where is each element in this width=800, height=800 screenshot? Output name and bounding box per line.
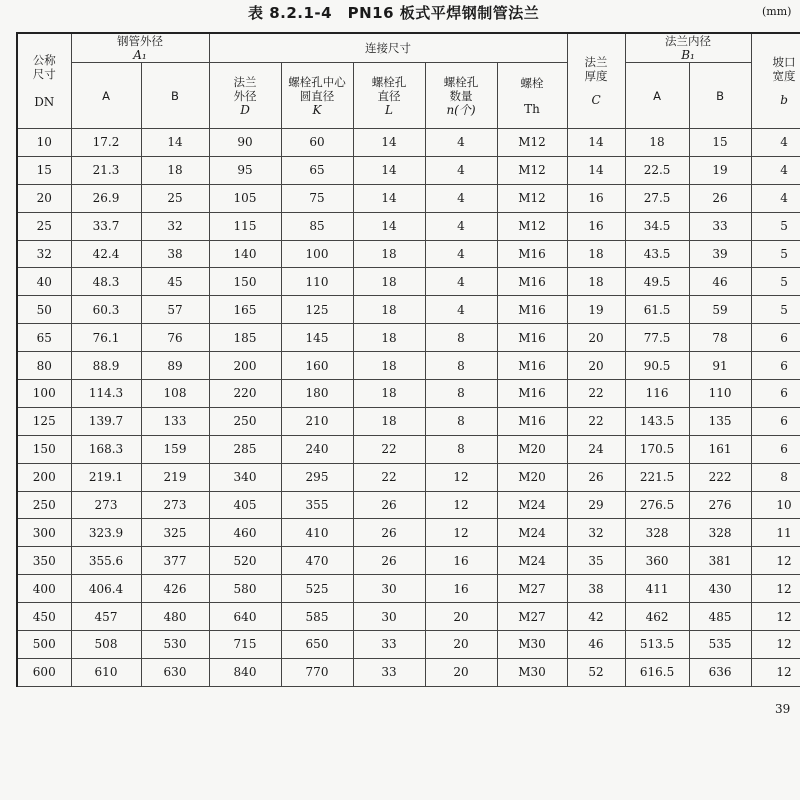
cell-flange-id-a: 411	[625, 575, 689, 603]
cell-bevel-width: 4	[751, 156, 800, 184]
cell-bolt-size: M16	[497, 296, 567, 324]
cell-pipe-od-a: 76.1	[71, 324, 141, 352]
cell-bolt-count: 8	[425, 407, 497, 435]
cell-pipe-od-a: 273	[71, 491, 141, 519]
cell-bolt-count: 20	[425, 603, 497, 631]
cell-flange-od: 340	[209, 463, 281, 491]
cell-bolt-circle: 240	[281, 435, 353, 463]
cell-bolt-count: 4	[425, 296, 497, 324]
cell-bolt-hole: 26	[353, 491, 425, 519]
cell-pipe-od-b: 38	[141, 240, 209, 268]
cell-dn: 350	[17, 547, 71, 575]
cell-dn: 200	[17, 463, 71, 491]
cell-dn: 10	[17, 129, 71, 157]
cell-bolt-count: 8	[425, 380, 497, 408]
cell-pipe-od-b: 57	[141, 296, 209, 324]
cell-bevel-width: 12	[751, 547, 800, 575]
header-flange-b: B	[689, 63, 751, 129]
cell-thickness: 18	[567, 240, 625, 268]
cell-thickness: 19	[567, 296, 625, 324]
cell-dn: 125	[17, 407, 71, 435]
cell-bevel-width: 5	[751, 240, 800, 268]
cell-pipe-od-b: 219	[141, 463, 209, 491]
table-header	[17, 33, 800, 129]
cell-bolt-count: 8	[425, 352, 497, 380]
cell-bolt-hole: 14	[353, 212, 425, 240]
cell-dn: 32	[17, 240, 71, 268]
cell-pipe-od-a: 114.3	[71, 380, 141, 408]
cell-pipe-od-b: 76	[141, 324, 209, 352]
cell-pipe-od-a: 219.1	[71, 463, 141, 491]
cell-flange-id-b: 33	[689, 212, 751, 240]
cell-bolt-count: 4	[425, 129, 497, 157]
cell-flange-id-b: 39	[689, 240, 751, 268]
cell-dn: 100	[17, 380, 71, 408]
header-pipe-a: A	[71, 63, 141, 129]
table-row	[17, 324, 800, 352]
cell-flange-id-b: 110	[689, 380, 751, 408]
cell-bolt-circle: 410	[281, 519, 353, 547]
cell-flange-id-a: 328	[625, 519, 689, 547]
cell-pipe-od-a: 48.3	[71, 268, 141, 296]
cell-bolt-size: M16	[497, 407, 567, 435]
cell-dn: 65	[17, 324, 71, 352]
cell-bevel-width: 12	[751, 631, 800, 659]
cell-bolt-hole: 22	[353, 463, 425, 491]
cell-flange-id-b: 636	[689, 658, 751, 686]
cell-flange-id-a: 170.5	[625, 435, 689, 463]
table-row	[17, 407, 800, 435]
cell-bevel-width: 12	[751, 658, 800, 686]
cell-dn: 400	[17, 575, 71, 603]
cell-bolt-hole: 33	[353, 631, 425, 659]
cell-dn: 600	[17, 658, 71, 686]
cell-flange-id-a: 77.5	[625, 324, 689, 352]
cell-flange-id-a: 49.5	[625, 268, 689, 296]
cell-bolt-count: 4	[425, 156, 497, 184]
cell-bolt-circle: 180	[281, 380, 353, 408]
cell-pipe-od-a: 26.9	[71, 184, 141, 212]
cell-dn: 20	[17, 184, 71, 212]
cell-bolt-circle: 470	[281, 547, 353, 575]
table-row	[17, 631, 800, 659]
header-flange-a: A	[625, 63, 689, 129]
cell-pipe-od-a: 610	[71, 658, 141, 686]
cell-bolt-size: M12	[497, 184, 567, 212]
cell-flange-id-b: 381	[689, 547, 751, 575]
cell-bolt-size: M30	[497, 631, 567, 659]
cell-pipe-od-b: 18	[141, 156, 209, 184]
table-row	[17, 658, 800, 686]
cell-thickness: 32	[567, 519, 625, 547]
cell-bolt-circle: 770	[281, 658, 353, 686]
cell-bolt-hole: 30	[353, 603, 425, 631]
cell-pipe-od-a: 21.3	[71, 156, 141, 184]
cell-pipe-od-b: 25	[141, 184, 209, 212]
cell-bevel-width: 12	[751, 603, 800, 631]
cell-bevel-width: 6	[751, 324, 800, 352]
cell-flange-od: 285	[209, 435, 281, 463]
cell-bolt-hole: 18	[353, 352, 425, 380]
cell-flange-id-b: 161	[689, 435, 751, 463]
cell-bolt-count: 8	[425, 324, 497, 352]
cell-flange-id-a: 61.5	[625, 296, 689, 324]
cell-bolt-circle: 60	[281, 129, 353, 157]
header-pipe-b: B	[141, 63, 209, 129]
cell-bolt-circle: 295	[281, 463, 353, 491]
cell-bevel-width: 6	[751, 380, 800, 408]
cell-pipe-od-a: 60.3	[71, 296, 141, 324]
cell-pipe-od-a: 33.7	[71, 212, 141, 240]
cell-thickness: 26	[567, 463, 625, 491]
table-row	[17, 463, 800, 491]
cell-bolt-count: 4	[425, 268, 497, 296]
cell-bolt-circle: 585	[281, 603, 353, 631]
cell-thickness: 18	[567, 268, 625, 296]
cell-thickness: 16	[567, 184, 625, 212]
cell-flange-id-b: 276	[689, 491, 751, 519]
cell-flange-id-b: 535	[689, 631, 751, 659]
cell-flange-od: 640	[209, 603, 281, 631]
cell-bolt-hole: 26	[353, 547, 425, 575]
cell-bolt-size: M27	[497, 603, 567, 631]
cell-dn: 80	[17, 352, 71, 380]
cell-thickness: 22	[567, 380, 625, 408]
cell-flange-od: 520	[209, 547, 281, 575]
table-row	[17, 603, 800, 631]
cell-flange-od: 115	[209, 212, 281, 240]
cell-pipe-od-a: 88.9	[71, 352, 141, 380]
cell-bolt-size: M12	[497, 129, 567, 157]
cell-flange-od: 140	[209, 240, 281, 268]
cell-flange-id-a: 22.5	[625, 156, 689, 184]
flange-table	[16, 32, 800, 687]
cell-bolt-size: M12	[497, 212, 567, 240]
cell-dn: 300	[17, 519, 71, 547]
table-row	[17, 491, 800, 519]
cell-bolt-hole: 18	[353, 268, 425, 296]
cell-pipe-od-a: 139.7	[71, 407, 141, 435]
cell-bevel-width: 8	[751, 463, 800, 491]
cell-pipe-od-b: 32	[141, 212, 209, 240]
cell-bolt-hole: 14	[353, 184, 425, 212]
cell-pipe-od-a: 508	[71, 631, 141, 659]
cell-flange-id-b: 59	[689, 296, 751, 324]
cell-bolt-circle: 75	[281, 184, 353, 212]
cell-bolt-size: M20	[497, 435, 567, 463]
header-pipe-od: 钢管外径 A₁	[71, 33, 209, 63]
cell-bolt-count: 16	[425, 575, 497, 603]
cell-pipe-od-b: 480	[141, 603, 209, 631]
cell-bolt-count: 12	[425, 463, 497, 491]
cell-flange-od: 220	[209, 380, 281, 408]
cell-flange-id-a: 360	[625, 547, 689, 575]
cell-bolt-circle: 355	[281, 491, 353, 519]
cell-flange-id-a: 616.5	[625, 658, 689, 686]
cell-thickness: 29	[567, 491, 625, 519]
cell-bolt-hole: 14	[353, 156, 425, 184]
cell-flange-od: 150	[209, 268, 281, 296]
cell-bolt-count: 12	[425, 519, 497, 547]
cell-pipe-od-a: 42.4	[71, 240, 141, 268]
cell-bolt-size: M16	[497, 268, 567, 296]
cell-flange-id-b: 26	[689, 184, 751, 212]
cell-flange-id-a: 462	[625, 603, 689, 631]
cell-flange-id-a: 276.5	[625, 491, 689, 519]
cell-pipe-od-b: 89	[141, 352, 209, 380]
cell-flange-id-b: 91	[689, 352, 751, 380]
table-row	[17, 156, 800, 184]
cell-flange-id-b: 328	[689, 519, 751, 547]
cell-pipe-od-a: 406.4	[71, 575, 141, 603]
cell-flange-id-b: 15	[689, 129, 751, 157]
table-row	[17, 184, 800, 212]
cell-thickness: 35	[567, 547, 625, 575]
cell-bolt-size: M24	[497, 491, 567, 519]
cell-bolt-hole: 18	[353, 407, 425, 435]
cell-bolt-circle: 110	[281, 268, 353, 296]
cell-bolt-count: 4	[425, 240, 497, 268]
cell-bolt-hole: 26	[353, 519, 425, 547]
cell-pipe-od-a: 457	[71, 603, 141, 631]
cell-flange-od: 165	[209, 296, 281, 324]
cell-thickness: 14	[567, 129, 625, 157]
cell-bolt-count: 20	[425, 658, 497, 686]
cell-pipe-od-b: 14	[141, 129, 209, 157]
header-connection: 连接尺寸	[209, 33, 567, 63]
cell-flange-od: 840	[209, 658, 281, 686]
cell-flange-od: 200	[209, 352, 281, 380]
cell-flange-id-b: 19	[689, 156, 751, 184]
header-bevel: 坡口宽度 b	[751, 33, 800, 129]
cell-pipe-od-b: 325	[141, 519, 209, 547]
cell-flange-id-a: 18	[625, 129, 689, 157]
cell-thickness: 16	[567, 212, 625, 240]
cell-bolt-hole: 22	[353, 435, 425, 463]
cell-flange-od: 250	[209, 407, 281, 435]
cell-pipe-od-b: 426	[141, 575, 209, 603]
cell-bolt-hole: 18	[353, 380, 425, 408]
cell-thickness: 24	[567, 435, 625, 463]
cell-bevel-width: 4	[751, 184, 800, 212]
table-row	[17, 129, 800, 157]
cell-pipe-od-b: 630	[141, 658, 209, 686]
cell-flange-id-b: 78	[689, 324, 751, 352]
cell-dn: 150	[17, 435, 71, 463]
cell-thickness: 22	[567, 407, 625, 435]
cell-thickness: 20	[567, 352, 625, 380]
cell-pipe-od-b: 45	[141, 268, 209, 296]
cell-flange-id-a: 43.5	[625, 240, 689, 268]
cell-bolt-count: 8	[425, 435, 497, 463]
cell-bolt-circle: 145	[281, 324, 353, 352]
cell-bevel-width: 4	[751, 129, 800, 157]
header-bolt-count: 螺栓孔数量 n(个)	[425, 63, 497, 129]
cell-bolt-count: 4	[425, 184, 497, 212]
cell-bolt-hole: 33	[353, 658, 425, 686]
cell-bevel-width: 6	[751, 435, 800, 463]
cell-flange-id-a: 116	[625, 380, 689, 408]
cell-bolt-count: 4	[425, 212, 497, 240]
unit-label: (mm)	[762, 5, 792, 18]
cell-dn: 50	[17, 296, 71, 324]
cell-dn: 500	[17, 631, 71, 659]
cell-bolt-circle: 85	[281, 212, 353, 240]
header-bolt: 螺栓 Th	[497, 63, 567, 129]
table-row	[17, 352, 800, 380]
header-bolt-circle: 螺栓孔中心圆直径 K	[281, 63, 353, 129]
cell-bolt-size: M30	[497, 658, 567, 686]
header-nominal-size: 公称尺寸 DN	[17, 33, 71, 129]
cell-flange-od: 460	[209, 519, 281, 547]
table-body	[17, 129, 800, 687]
table-row	[17, 435, 800, 463]
cell-flange-od: 580	[209, 575, 281, 603]
cell-bolt-circle: 125	[281, 296, 353, 324]
header-thickness: 法兰厚度 C	[567, 33, 625, 129]
cell-bevel-width: 5	[751, 296, 800, 324]
cell-bolt-size: M16	[497, 352, 567, 380]
cell-flange-id-b: 46	[689, 268, 751, 296]
cell-bolt-size: M16	[497, 240, 567, 268]
header-flange-id: 法兰内径 B₁	[625, 33, 751, 63]
table-row	[17, 380, 800, 408]
table-row	[17, 212, 800, 240]
cell-bevel-width: 12	[751, 575, 800, 603]
table-row	[17, 519, 800, 547]
cell-thickness: 38	[567, 575, 625, 603]
cell-dn: 15	[17, 156, 71, 184]
header-flange-od: 法兰外径 D	[209, 63, 281, 129]
cell-bolt-size: M20	[497, 463, 567, 491]
cell-flange-id-b: 135	[689, 407, 751, 435]
cell-bolt-hole: 14	[353, 129, 425, 157]
cell-flange-od: 185	[209, 324, 281, 352]
cell-dn: 450	[17, 603, 71, 631]
cell-pipe-od-a: 355.6	[71, 547, 141, 575]
cell-bevel-width: 5	[751, 212, 800, 240]
table-row	[17, 296, 800, 324]
cell-pipe-od-a: 168.3	[71, 435, 141, 463]
cell-thickness: 20	[567, 324, 625, 352]
cell-flange-od: 90	[209, 129, 281, 157]
cell-flange-id-a: 513.5	[625, 631, 689, 659]
cell-dn: 250	[17, 491, 71, 519]
cell-bolt-size: M24	[497, 547, 567, 575]
cell-bevel-width: 10	[751, 491, 800, 519]
cell-bolt-circle: 65	[281, 156, 353, 184]
table-row	[17, 575, 800, 603]
cell-flange-id-a: 90.5	[625, 352, 689, 380]
cell-bolt-hole: 30	[353, 575, 425, 603]
cell-thickness: 42	[567, 603, 625, 631]
cell-flange-id-b: 222	[689, 463, 751, 491]
cell-pipe-od-a: 323.9	[71, 519, 141, 547]
table-row	[17, 547, 800, 575]
cell-flange-od: 95	[209, 156, 281, 184]
table-row	[17, 268, 800, 296]
cell-flange-od: 105	[209, 184, 281, 212]
cell-bolt-circle: 160	[281, 352, 353, 380]
cell-flange-od: 405	[209, 491, 281, 519]
cell-thickness: 52	[567, 658, 625, 686]
cell-bolt-hole: 18	[353, 296, 425, 324]
cell-bolt-count: 12	[425, 491, 497, 519]
cell-bolt-circle: 650	[281, 631, 353, 659]
cell-bevel-width: 5	[751, 268, 800, 296]
cell-bolt-count: 16	[425, 547, 497, 575]
cell-flange-id-a: 221.5	[625, 463, 689, 491]
cell-bolt-size: M24	[497, 519, 567, 547]
cell-flange-od: 715	[209, 631, 281, 659]
cell-pipe-od-b: 159	[141, 435, 209, 463]
cell-dn: 25	[17, 212, 71, 240]
cell-bevel-width: 6	[751, 407, 800, 435]
cell-bevel-width: 6	[751, 352, 800, 380]
cell-bolt-size: M27	[497, 575, 567, 603]
cell-bolt-circle: 210	[281, 407, 353, 435]
cell-bolt-count: 20	[425, 631, 497, 659]
table-row	[17, 240, 800, 268]
cell-bolt-size: M12	[497, 156, 567, 184]
cell-flange-id-a: 143.5	[625, 407, 689, 435]
cell-bolt-hole: 18	[353, 240, 425, 268]
cell-bolt-size: M16	[497, 380, 567, 408]
cell-bolt-circle: 100	[281, 240, 353, 268]
table-title: 表 8.2.1-4 PN16 板式平焊钢制管法兰	[248, 4, 540, 22]
cell-flange-id-b: 430	[689, 575, 751, 603]
cell-flange-id-a: 34.5	[625, 212, 689, 240]
page-header	[0, 0, 800, 28]
cell-thickness: 14	[567, 156, 625, 184]
cell-bolt-circle: 525	[281, 575, 353, 603]
cell-flange-id-b: 485	[689, 603, 751, 631]
cell-pipe-od-b: 530	[141, 631, 209, 659]
header-bolt-hole: 螺栓孔直径 L	[353, 63, 425, 129]
cell-pipe-od-b: 133	[141, 407, 209, 435]
cell-flange-id-a: 27.5	[625, 184, 689, 212]
page-number: 39	[775, 702, 791, 716]
cell-pipe-od-b: 108	[141, 380, 209, 408]
cell-thickness: 46	[567, 631, 625, 659]
cell-bolt-hole: 18	[353, 324, 425, 352]
cell-pipe-od-a: 17.2	[71, 129, 141, 157]
cell-pipe-od-b: 377	[141, 547, 209, 575]
cell-pipe-od-b: 273	[141, 491, 209, 519]
cell-bolt-size: M16	[497, 324, 567, 352]
cell-dn: 40	[17, 268, 71, 296]
cell-bevel-width: 11	[751, 519, 800, 547]
